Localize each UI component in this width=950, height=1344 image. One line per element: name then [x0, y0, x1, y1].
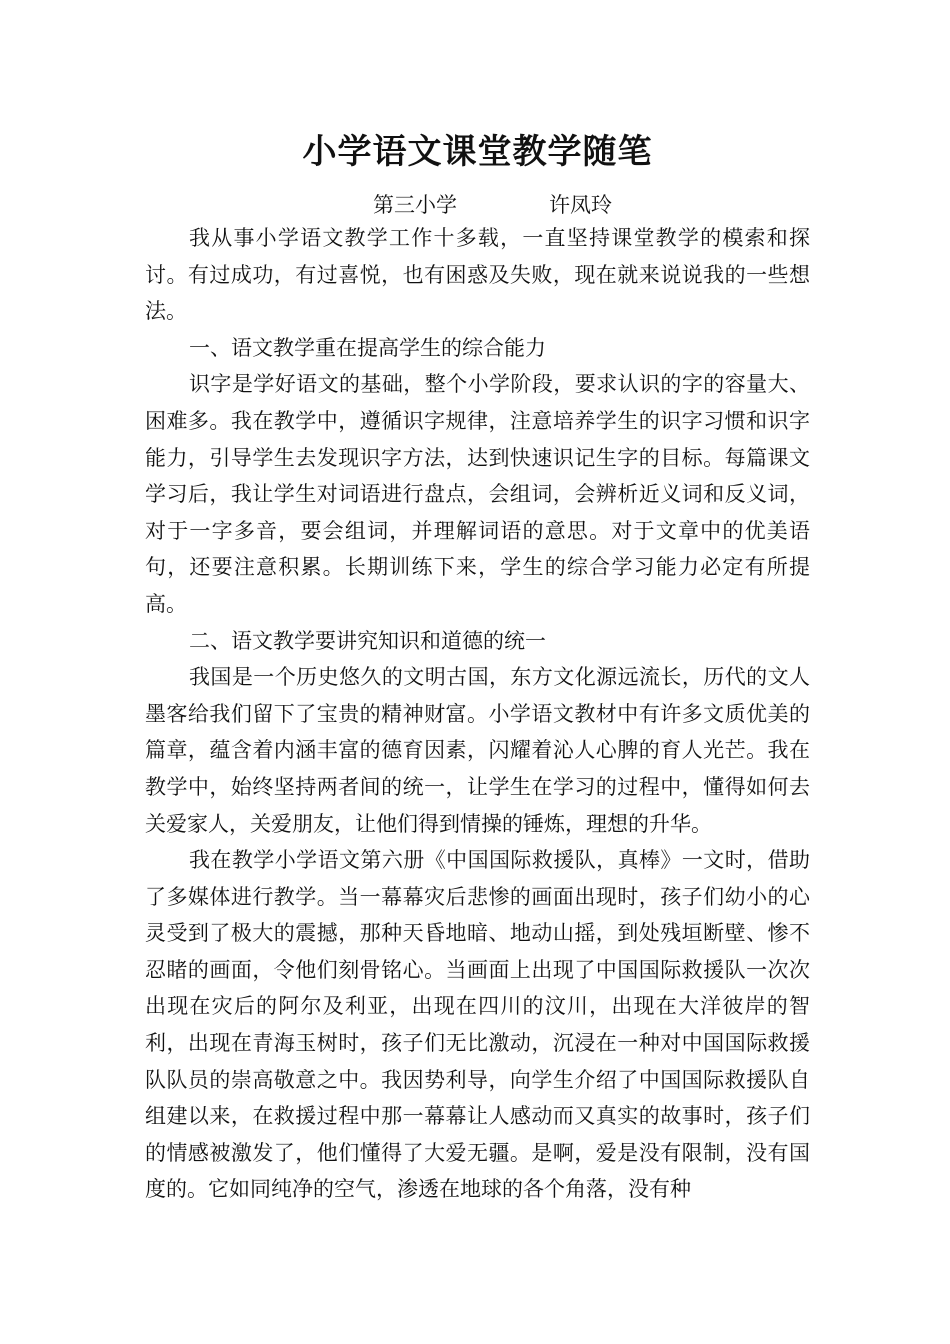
paragraph-intro: 我从事小学语文教学工作十多载，一直坚持课堂教学的模索和探讨。有过成功，有过喜悦，也有困惑及失败，现在就来说说我的一些想法。: [145, 226, 810, 324]
byline-author: 许凤玲: [549, 193, 612, 217]
document-title: 小学语文课堂教学随笔: [302, 132, 653, 172]
paragraph-literacy: 识字是学好语文的基础，整个小学阶段，要求认识的字的容量大、困难多。我在教学中，遵循识字规律，注意培养学生的识字习惯和识字能力，引导学生去发现识字方法，达到快速识记生字的目标。每篇课文学习后，我让学生对词语进行盘点，会组词，会辨析近义词和反义词，对于一字多音，要会组词，并理解词语的意思。对于文章中的优美语句，还要注意积累。长期训练下来，学生的综合学习能力必定有所提高。: [145, 372, 810, 616]
section-heading-1: 一、语文教学重在提高学生的综合能力: [189, 335, 546, 360]
document-page: [145, 128, 810, 1208]
paragraph-rescue-lesson: 我在教学小学语文第六册《中国国际救援队，真棒》一文时，借助了多媒体进行教学。当一幕幕灾后悲惨的画面出现时，孩子们幼小的心灵受到了极大的震撼，那种天昏地暗、地动山摇，到处残垣断壁、惨不忍睹的画面，令他们刻骨铭心。当画面上出现了中国国际救援队一次次出现在灾后的阿尔及利亚，出现在四川的汶川，出现在大洋彼岸的智利，出现在青海玉树时，孩子们无比激动，沉浸在一种对中国国际救援队队员的崇高敬意之中。我因势利导，向学生介绍了中国国际救援队自组建以来，在救援过程中那一幕幕让人感动而又真实的故事时，孩子们的情感被激发了，他们懂得了大爱无疆。是啊，爱是没有限制，没有国度的。它如同纯净的空气，渗透在地球的各个角落，没有种: [145, 848, 810, 1202]
section-heading-2: 二、语文教学要讲究知识和道德的统一: [189, 628, 546, 653]
paragraph-culture: 我国是一个历史悠久的文明古国，东方文化源远流长，历代的文人墨客给我们留下了宝贵的精神财富。小学语文教材中有许多文质优美的篇章，蕴含着内涵丰富的德育因素，闪耀着沁人心脾的育人光芒。我在教学中，始终坚持两者间的统一，让学生在学习的过程中，懂得如何去关爱家人，关爱朋友，让他们得到情操的锤炼，理想的升华。: [145, 665, 810, 836]
byline-school: 第三小学: [373, 193, 457, 217]
byline: [145, 190, 810, 220]
